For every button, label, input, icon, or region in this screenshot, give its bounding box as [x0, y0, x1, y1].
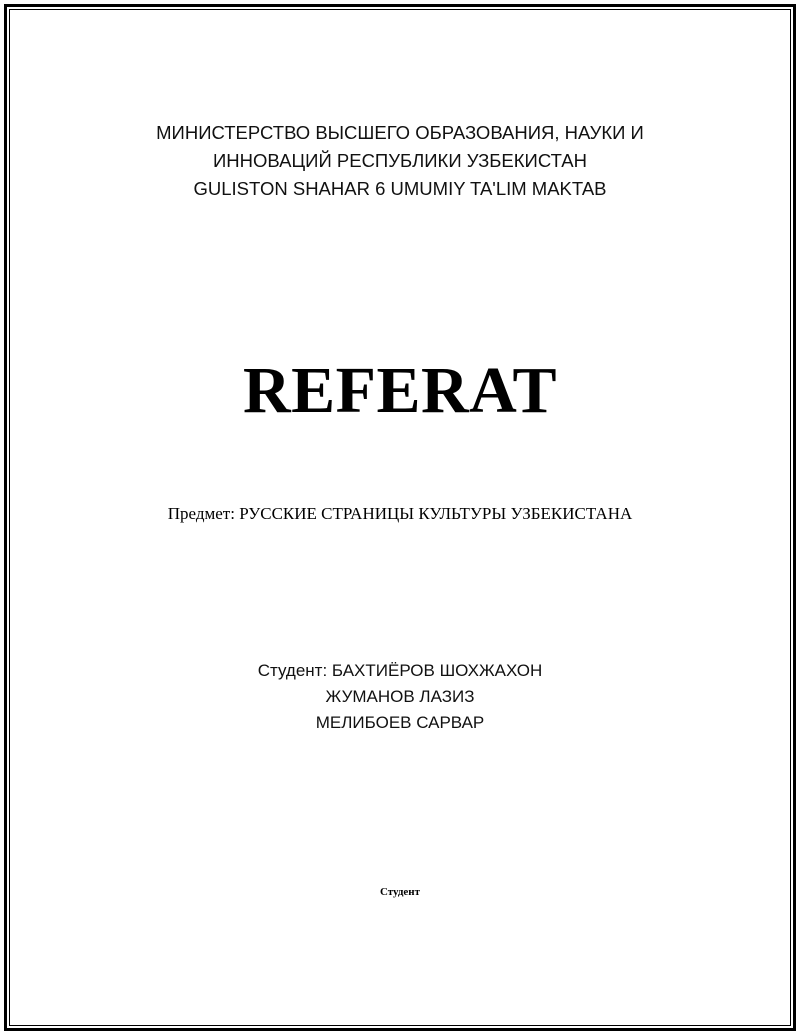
subject-label: Предмет:	[167, 504, 235, 523]
footer-label: Студент	[379, 886, 421, 898]
header-line-school: GULISTON SHAHAR 6 UMUMIY TA'LIM MAKTAB	[193, 178, 607, 199]
header-line-ministry: МИНИСТЕРСТВО ВЫСШЕГО ОБРАЗОВАНИЯ, НАУКИ И	[156, 122, 644, 143]
header-line-republic: ИННОВАЦИЙ РЕСПУБЛИКИ УЗБЕКИСТАН	[213, 150, 587, 171]
subject-line	[0, 502, 800, 526]
institution-header	[0, 119, 800, 203]
document-title: REFERAT	[243, 354, 557, 427]
subject-value: РУССКИЕ СТРАНИЦЫ КУЛЬТУРЫ УЗБЕКИСТАНА	[239, 504, 633, 523]
student-line-first	[0, 658, 800, 684]
student-name: БАХТИЁРОВ ШОХЖАХОН	[331, 661, 543, 680]
students-label: Студент:	[257, 661, 328, 680]
student-name: МЕЛИБОЕВ САРВАР	[315, 713, 485, 732]
student-name: ЖУМАНОВ ЛАЗИЗ	[325, 687, 475, 706]
students-block	[0, 658, 800, 736]
